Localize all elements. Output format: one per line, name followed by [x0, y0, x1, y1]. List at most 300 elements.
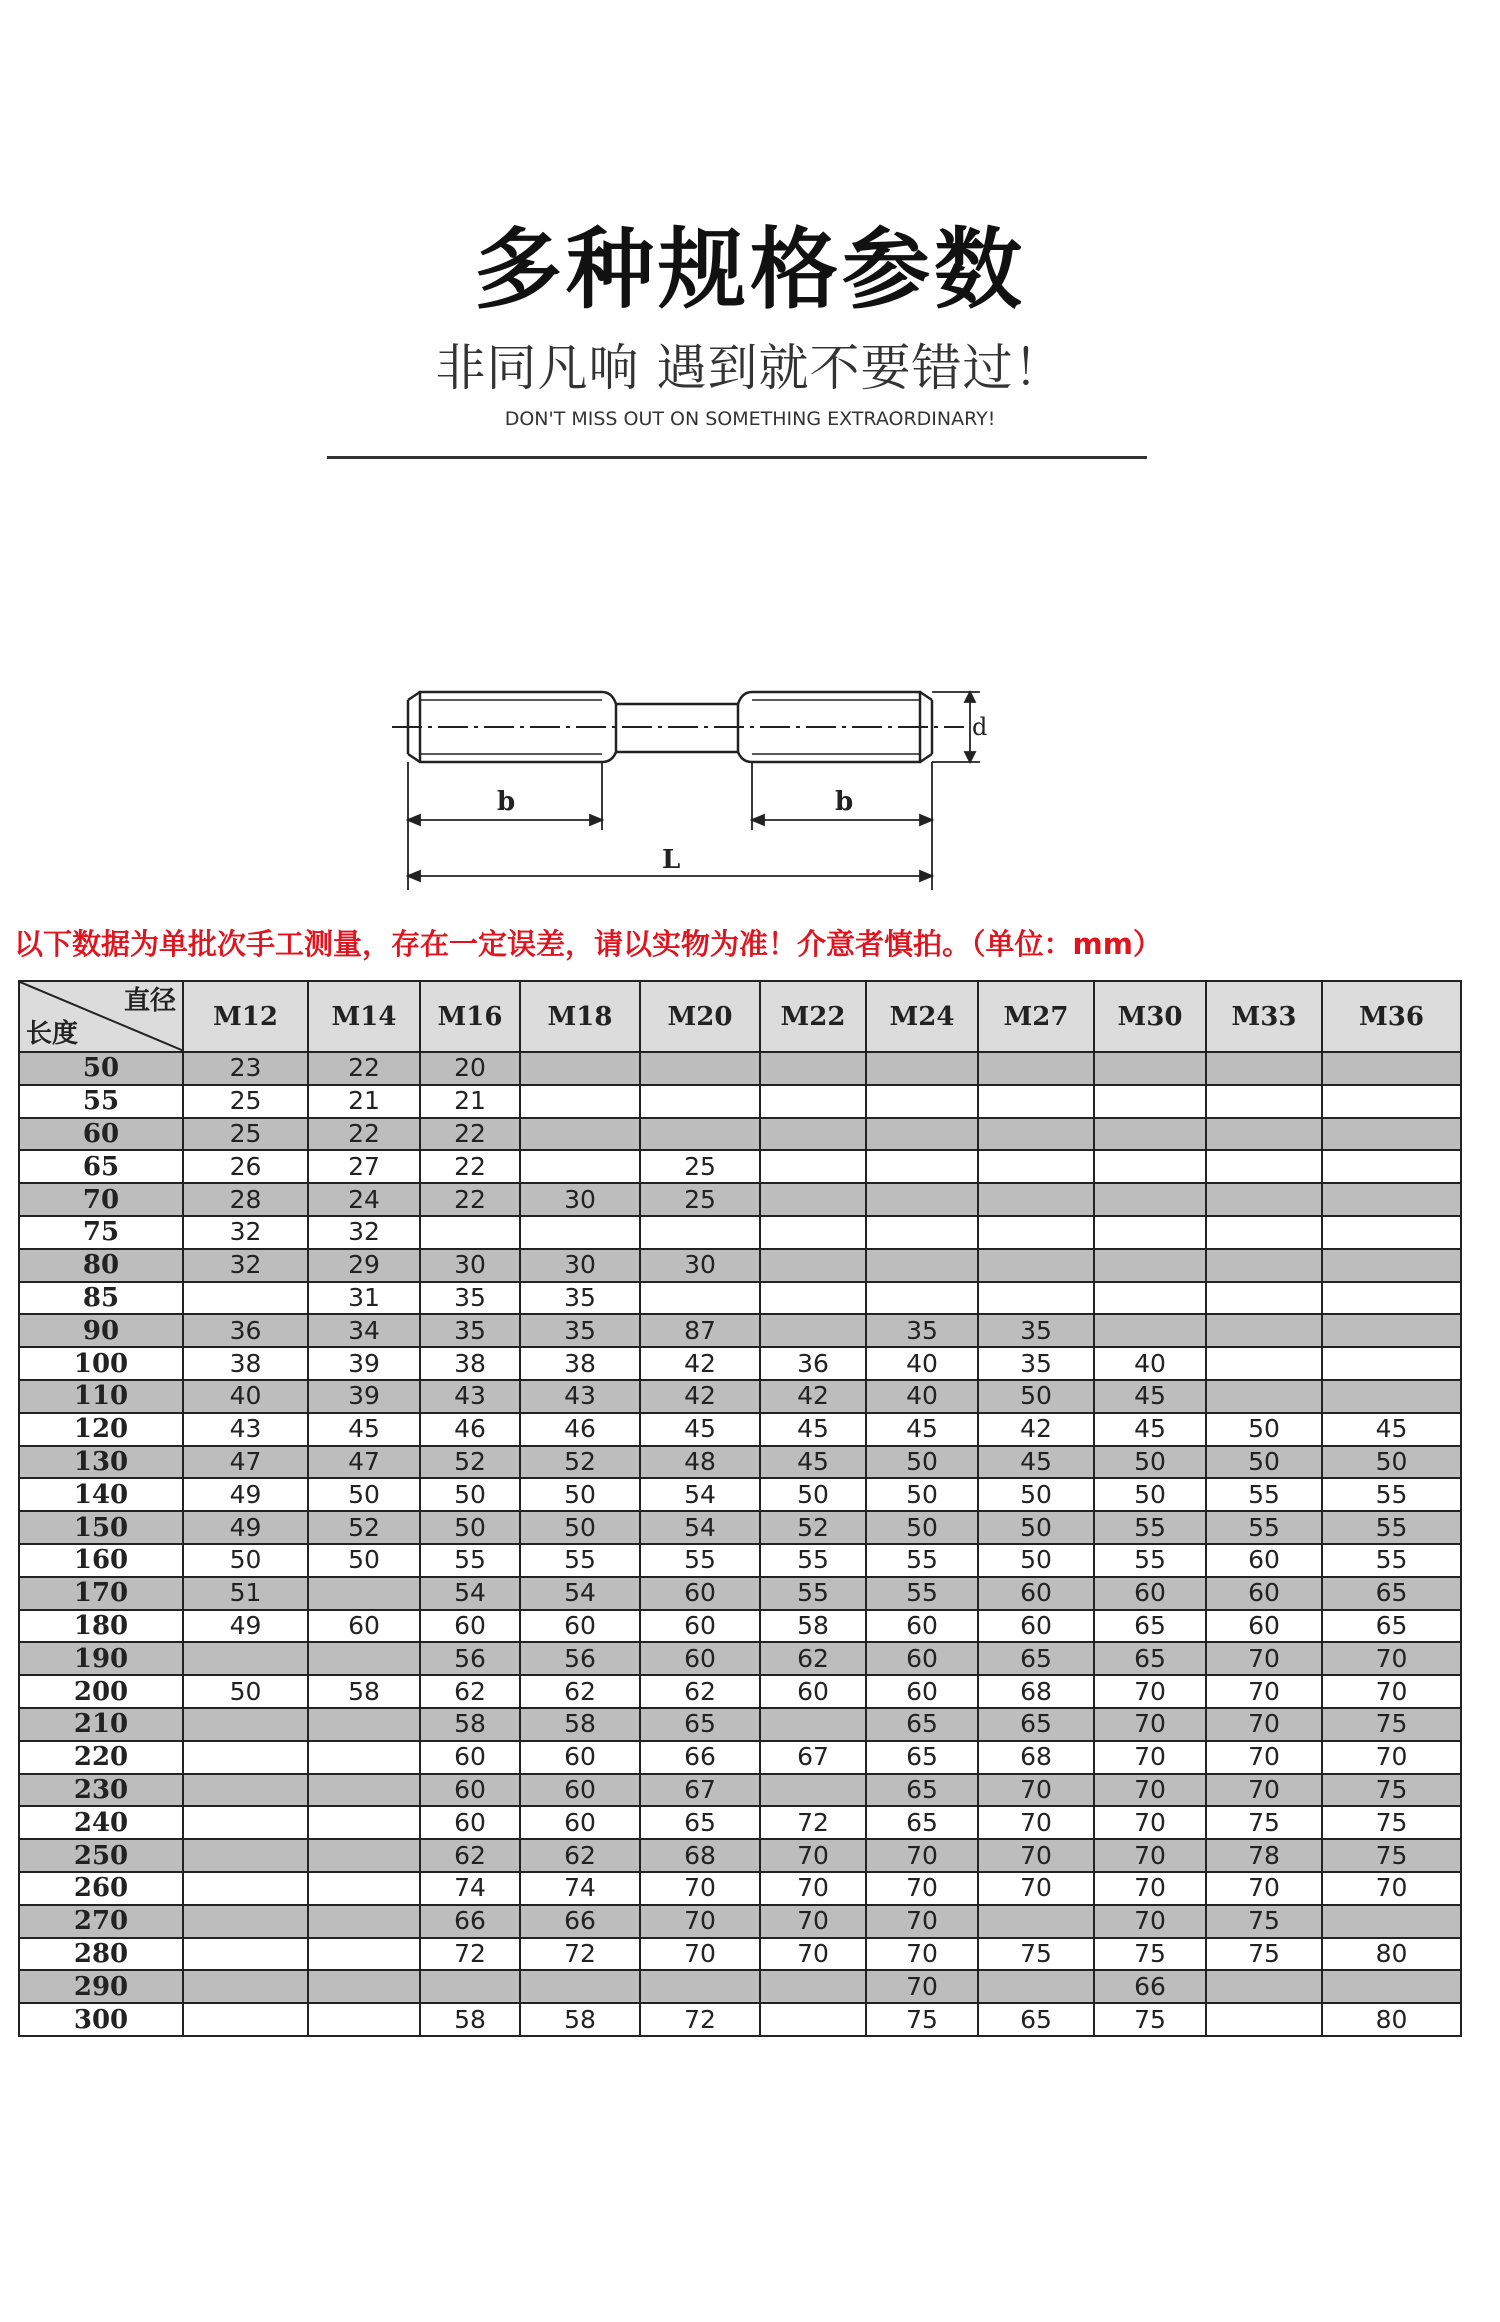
table-cell: 55: [866, 1544, 978, 1577]
table-cell: 87: [640, 1314, 760, 1347]
table-cell: 38: [420, 1347, 520, 1380]
table-header-row: [19, 981, 1461, 1052]
row-length-cell: 75: [19, 1216, 183, 1249]
row-length-cell: 180: [19, 1610, 183, 1643]
column-header: M33: [1206, 981, 1322, 1052]
table-cell: [978, 1905, 1094, 1938]
table-cell: [308, 1970, 420, 2003]
table-cell: [308, 1642, 420, 1675]
table-cell: 62: [420, 1675, 520, 1708]
table-row: [19, 1806, 1461, 1839]
row-length-cell: 290: [19, 1970, 183, 2003]
table-cell: 60: [866, 1675, 978, 1708]
table-cell: 30: [420, 1249, 520, 1282]
table-cell: [183, 1905, 308, 1938]
table-cell: [866, 1118, 978, 1151]
table-cell: 43: [520, 1380, 640, 1413]
table-cell: 55: [520, 1544, 640, 1577]
table-cell: 65: [978, 2003, 1094, 2036]
table-cell: 45: [978, 1446, 1094, 1479]
row-length-cell: 230: [19, 1774, 183, 1807]
table-cell: 50: [866, 1478, 978, 1511]
table-row: [19, 1741, 1461, 1774]
table-cell: 60: [420, 1774, 520, 1807]
table-cell: 28: [183, 1183, 308, 1216]
table-cell: 35: [520, 1314, 640, 1347]
table-cell: 45: [1094, 1413, 1206, 1446]
table-cell: 60: [640, 1577, 760, 1610]
table-cell: 25: [183, 1085, 308, 1118]
table-row: [19, 1642, 1461, 1675]
table-row: [19, 1839, 1461, 1872]
table-cell: 50: [1322, 1446, 1461, 1479]
page-subtitle: 非同凡响 遇到就不要错过！: [435, 339, 1065, 397]
row-length-cell: 130: [19, 1446, 183, 1479]
column-header: M20: [640, 981, 760, 1052]
table-cell: 46: [420, 1413, 520, 1446]
table-row: [19, 1970, 1461, 2003]
table-cell: 74: [420, 1872, 520, 1905]
table-cell: 55: [420, 1544, 520, 1577]
table-cell: 70: [1206, 1741, 1322, 1774]
column-header: M14: [308, 981, 420, 1052]
table-cell: 70: [760, 1938, 866, 1971]
row-length-cell: 50: [19, 1052, 183, 1085]
table-cell: [760, 1216, 866, 1249]
table-cell: [1322, 1970, 1461, 2003]
table-row: [19, 1478, 1461, 1511]
table-cell: [183, 1970, 308, 2003]
table-cell: 65: [640, 1708, 760, 1741]
table-cell: 52: [520, 1446, 640, 1479]
table-cell: [760, 1970, 866, 2003]
table-cell: 58: [520, 1708, 640, 1741]
table-cell: 50: [1206, 1446, 1322, 1479]
table-cell: [866, 1249, 978, 1282]
table-cell: [308, 1905, 420, 1938]
table-cell: [978, 1249, 1094, 1282]
table-row: [19, 1052, 1461, 1085]
table-cell: 60: [978, 1577, 1094, 1610]
table-cell: 60: [420, 1741, 520, 1774]
table-cell: 55: [760, 1544, 866, 1577]
table-cell: 60: [520, 1806, 640, 1839]
row-length-cell: 55: [19, 1085, 183, 1118]
row-length-cell: 100: [19, 1347, 183, 1380]
table-cell: [1206, 1052, 1322, 1085]
table-cell: [1322, 1347, 1461, 1380]
page-title: 多种规格参数: [473, 218, 1026, 321]
table-cell: [1206, 1183, 1322, 1216]
table-cell: 70: [1094, 1905, 1206, 1938]
table-cell: [640, 1970, 760, 2003]
table-cell: 70: [1094, 1741, 1206, 1774]
table-cell: 67: [640, 1774, 760, 1807]
table-cell: 55: [1094, 1511, 1206, 1544]
table-cell: 47: [308, 1446, 420, 1479]
table-cell: 70: [978, 1839, 1094, 1872]
table-cell: [1322, 1905, 1461, 1938]
table-cell: 60: [520, 1610, 640, 1643]
table-cell: 50: [520, 1511, 640, 1544]
table-row: [19, 1774, 1461, 1807]
table-cell: 65: [978, 1642, 1094, 1675]
table-cell: 66: [420, 1905, 520, 1938]
table-row: [19, 1938, 1461, 1971]
table-cell: 22: [308, 1118, 420, 1151]
table-row: [19, 1249, 1461, 1282]
table-cell: [760, 1183, 866, 1216]
table-cell: 60: [1206, 1577, 1322, 1610]
dim-label-d: d: [972, 713, 988, 741]
table-cell: 75: [1322, 1774, 1461, 1807]
table-cell: [1322, 1085, 1461, 1118]
row-length-cell: 220: [19, 1741, 183, 1774]
table-cell: [1206, 1282, 1322, 1315]
table-cell: 54: [640, 1511, 760, 1544]
table-cell: 22: [420, 1118, 520, 1151]
table-cell: 75: [866, 2003, 978, 2036]
table-cell: 70: [1322, 1642, 1461, 1675]
table-cell: [1206, 1314, 1322, 1347]
table-cell: [1322, 1052, 1461, 1085]
column-header: M36: [1322, 981, 1461, 1052]
dim-label-b-left: b: [497, 787, 516, 817]
table-row: [19, 1413, 1461, 1446]
table-row: [19, 1085, 1461, 1118]
table-cell: [1094, 1314, 1206, 1347]
corner-label-length: 长度: [26, 1019, 79, 1049]
table-cell: [1206, 2003, 1322, 2036]
table-cell: [308, 1708, 420, 1741]
table-cell: 50: [866, 1511, 978, 1544]
table-cell: 32: [308, 1216, 420, 1249]
table-row: [19, 1544, 1461, 1577]
table-cell: 74: [520, 1872, 640, 1905]
table-cell: 43: [420, 1380, 520, 1413]
table-cell: 55: [640, 1544, 760, 1577]
table-cell: 45: [760, 1446, 866, 1479]
table-cell: 75: [1206, 1806, 1322, 1839]
table-cell: 38: [520, 1347, 640, 1380]
table-cell: 27: [308, 1150, 420, 1183]
table-cell: 60: [1206, 1544, 1322, 1577]
table-cell: 60: [1206, 1610, 1322, 1643]
table-cell: [1322, 1282, 1461, 1315]
table-cell: 62: [760, 1642, 866, 1675]
table-cell: 62: [520, 1675, 640, 1708]
table-cell: 70: [866, 1872, 978, 1905]
table-cell: [183, 1806, 308, 1839]
table-row: [19, 1511, 1461, 1544]
table-cell: 52: [308, 1511, 420, 1544]
table-cell: 50: [308, 1544, 420, 1577]
table-cell: 65: [1094, 1642, 1206, 1675]
table-cell: [640, 1282, 760, 1315]
table-cell: [520, 1216, 640, 1249]
table-cell: [1094, 1118, 1206, 1151]
table-cell: 45: [1322, 1413, 1461, 1446]
table-cell: 60: [420, 1806, 520, 1839]
table-cell: 50: [183, 1544, 308, 1577]
table-cell: 75: [978, 1938, 1094, 1971]
table-cell: 50: [420, 1511, 520, 1544]
table-cell: 67: [760, 1741, 866, 1774]
table-row: [19, 1446, 1461, 1479]
table-cell: [1322, 1118, 1461, 1151]
row-length-cell: 300: [19, 2003, 183, 2036]
table-cell: [1206, 1347, 1322, 1380]
page-tagline: DON'T MISS OUT ON SOMETHING EXTRAORDINARY!: [504, 408, 996, 430]
table-cell: 35: [420, 1282, 520, 1315]
stud-bolt-diagram: [380, 670, 1000, 910]
table-row: [19, 1347, 1461, 1380]
table-cell: 56: [520, 1642, 640, 1675]
table-cell: 32: [183, 1216, 308, 1249]
table-cell: 40: [866, 1380, 978, 1413]
table-cell: [978, 1216, 1094, 1249]
table-cell: 80: [1322, 1938, 1461, 1971]
table-cell: [866, 1150, 978, 1183]
table-cell: 39: [308, 1380, 420, 1413]
table-row: [19, 1610, 1461, 1643]
table-row: [19, 1708, 1461, 1741]
table-cell: [520, 1970, 640, 2003]
table-cell: 78: [1206, 1839, 1322, 1872]
table-cell: 65: [1322, 1577, 1461, 1610]
table-cell: 35: [866, 1314, 978, 1347]
table-cell: 20: [420, 1052, 520, 1085]
table-cell: 55: [1094, 1544, 1206, 1577]
table-cell: 60: [520, 1774, 640, 1807]
table-cell: 75: [1094, 2003, 1206, 2036]
table-cell: 65: [866, 1741, 978, 1774]
table-cell: 70: [1094, 1708, 1206, 1741]
table-cell: [1322, 1150, 1461, 1183]
table-cell: [183, 1642, 308, 1675]
table-cell: 36: [760, 1347, 866, 1380]
table-row: [19, 1150, 1461, 1183]
table-cell: 70: [978, 1806, 1094, 1839]
table-cell: 70: [866, 1905, 978, 1938]
row-length-cell: 90: [19, 1314, 183, 1347]
table-cell: [183, 1938, 308, 1971]
row-length-cell: 240: [19, 1806, 183, 1839]
table-cell: 70: [1322, 1872, 1461, 1905]
table-cell: [308, 1872, 420, 1905]
table-cell: 30: [640, 1249, 760, 1282]
row-length-cell: 140: [19, 1478, 183, 1511]
column-header: M18: [520, 981, 640, 1052]
table-cell: [760, 1118, 866, 1151]
column-header: M27: [978, 981, 1094, 1052]
table-body: [19, 1052, 1461, 2036]
table-cell: [760, 1085, 866, 1118]
table-cell: 49: [183, 1511, 308, 1544]
table-cell: [866, 1183, 978, 1216]
table-cell: 70: [1206, 1774, 1322, 1807]
row-length-cell: 250: [19, 1839, 183, 1872]
table-cell: 25: [640, 1150, 760, 1183]
table-cell: [520, 1085, 640, 1118]
table-cell: 35: [520, 1282, 640, 1315]
table-cell: 36: [183, 1314, 308, 1347]
table-cell: 55: [1322, 1511, 1461, 1544]
table-cell: 38: [183, 1347, 308, 1380]
table-cell: 55: [1322, 1478, 1461, 1511]
table-cell: 49: [183, 1610, 308, 1643]
table-cell: [1322, 1314, 1461, 1347]
table-cell: 47: [183, 1446, 308, 1479]
table-cell: 65: [978, 1708, 1094, 1741]
table-cell: 55: [1322, 1544, 1461, 1577]
table-cell: [183, 1872, 308, 1905]
table-cell: 50: [520, 1478, 640, 1511]
table-cell: 39: [308, 1347, 420, 1380]
row-length-cell: 270: [19, 1905, 183, 1938]
table-cell: [1094, 1249, 1206, 1282]
table-cell: [640, 1085, 760, 1118]
table-cell: 60: [420, 1610, 520, 1643]
table-cell: 35: [978, 1314, 1094, 1347]
column-header: M30: [1094, 981, 1206, 1052]
table-row: [19, 1118, 1461, 1151]
row-length-cell: 85: [19, 1282, 183, 1315]
table-cell: 22: [420, 1183, 520, 1216]
table-cell: 43: [183, 1413, 308, 1446]
table-cell: [1094, 1150, 1206, 1183]
table-cell: [1322, 1249, 1461, 1282]
table-cell: [760, 2003, 866, 2036]
table-cell: [640, 1052, 760, 1085]
table-cell: 72: [640, 2003, 760, 2036]
table-cell: 70: [978, 1872, 1094, 1905]
table-cell: 50: [866, 1446, 978, 1479]
table-cell: [1322, 1216, 1461, 1249]
table-cell: 31: [308, 1282, 420, 1315]
table-cell: 25: [183, 1118, 308, 1151]
table-cell: 42: [760, 1380, 866, 1413]
table-row: [19, 1872, 1461, 1905]
table-cell: [760, 1708, 866, 1741]
table-cell: 75: [1322, 1839, 1461, 1872]
table-cell: [1206, 1970, 1322, 2003]
table-cell: 29: [308, 1249, 420, 1282]
table-cell: 50: [978, 1544, 1094, 1577]
table-cell: [978, 1150, 1094, 1183]
table-cell: [640, 1216, 760, 1249]
table-cell: 52: [420, 1446, 520, 1479]
table-cell: 70: [866, 1938, 978, 1971]
table-cell: 21: [420, 1085, 520, 1118]
table-cell: 56: [420, 1642, 520, 1675]
table-cell: [520, 1150, 640, 1183]
table-cell: 72: [420, 1938, 520, 1971]
table-cell: 35: [978, 1347, 1094, 1380]
table-cell: [760, 1249, 866, 1282]
column-header: M24: [866, 981, 978, 1052]
table-cell: 25: [640, 1183, 760, 1216]
table-cell: 70: [640, 1872, 760, 1905]
row-length-cell: 200: [19, 1675, 183, 1708]
table-cell: 50: [760, 1478, 866, 1511]
table-cell: 70: [978, 1774, 1094, 1807]
table-cell: 60: [978, 1610, 1094, 1643]
table-cell: [760, 1052, 866, 1085]
table-row: [19, 1905, 1461, 1938]
row-length-cell: 80: [19, 1249, 183, 1282]
table-cell: [1206, 1150, 1322, 1183]
table-cell: 50: [308, 1478, 420, 1511]
table-cell: 75: [1094, 1938, 1206, 1971]
table-cell: [308, 1938, 420, 1971]
table-cell: [978, 1052, 1094, 1085]
table-cell: 75: [1206, 1905, 1322, 1938]
table-cell: 65: [866, 1806, 978, 1839]
table-cell: [978, 1282, 1094, 1315]
table-cell: [1322, 1380, 1461, 1413]
table-cell: 45: [308, 1413, 420, 1446]
table-cell: [760, 1282, 866, 1315]
table-cell: [760, 1314, 866, 1347]
row-length-cell: 280: [19, 1938, 183, 1971]
table-cell: 58: [520, 2003, 640, 2036]
row-length-cell: 160: [19, 1544, 183, 1577]
table-cell: 66: [1094, 1970, 1206, 2003]
table-cell: 72: [760, 1806, 866, 1839]
table-cell: 70: [1322, 1675, 1461, 1708]
table-cell: 70: [1206, 1675, 1322, 1708]
table-cell: 60: [866, 1610, 978, 1643]
table-cell: [308, 1577, 420, 1610]
table-cell: [520, 1118, 640, 1151]
table-row: [19, 1314, 1461, 1347]
table-cell: 60: [308, 1610, 420, 1643]
table-cell: 48: [640, 1446, 760, 1479]
column-header: M16: [420, 981, 520, 1052]
table-cell: 66: [520, 1905, 640, 1938]
table-cell: 49: [183, 1478, 308, 1511]
table-cell: 70: [640, 1905, 760, 1938]
table-cell: 70: [760, 1905, 866, 1938]
table-cell: 72: [520, 1938, 640, 1971]
table-cell: [1094, 1085, 1206, 1118]
table-cell: 70: [1206, 1708, 1322, 1741]
table-cell: 30: [520, 1249, 640, 1282]
row-length-cell: 170: [19, 1577, 183, 1610]
table-cell: 45: [640, 1413, 760, 1446]
table-cell: 70: [1206, 1642, 1322, 1675]
table-cell: 50: [978, 1478, 1094, 1511]
table-cell: 22: [420, 1150, 520, 1183]
table-cell: [866, 1282, 978, 1315]
table-cell: 52: [760, 1511, 866, 1544]
table-cell: 68: [640, 1839, 760, 1872]
table-cell: 70: [1094, 1675, 1206, 1708]
table-cell: 62: [420, 1839, 520, 1872]
table-cell: 54: [520, 1577, 640, 1610]
table-cell: [183, 1708, 308, 1741]
table-cell: 55: [866, 1577, 978, 1610]
table-cell: 46: [520, 1413, 640, 1446]
table-row: [19, 1380, 1461, 1413]
table-cell: [1094, 1052, 1206, 1085]
table-cell: [1206, 1249, 1322, 1282]
table-cell: 60: [640, 1642, 760, 1675]
table-cell: 54: [640, 1478, 760, 1511]
table-cell: 75: [1322, 1708, 1461, 1741]
table-cell: 80: [1322, 2003, 1461, 2036]
